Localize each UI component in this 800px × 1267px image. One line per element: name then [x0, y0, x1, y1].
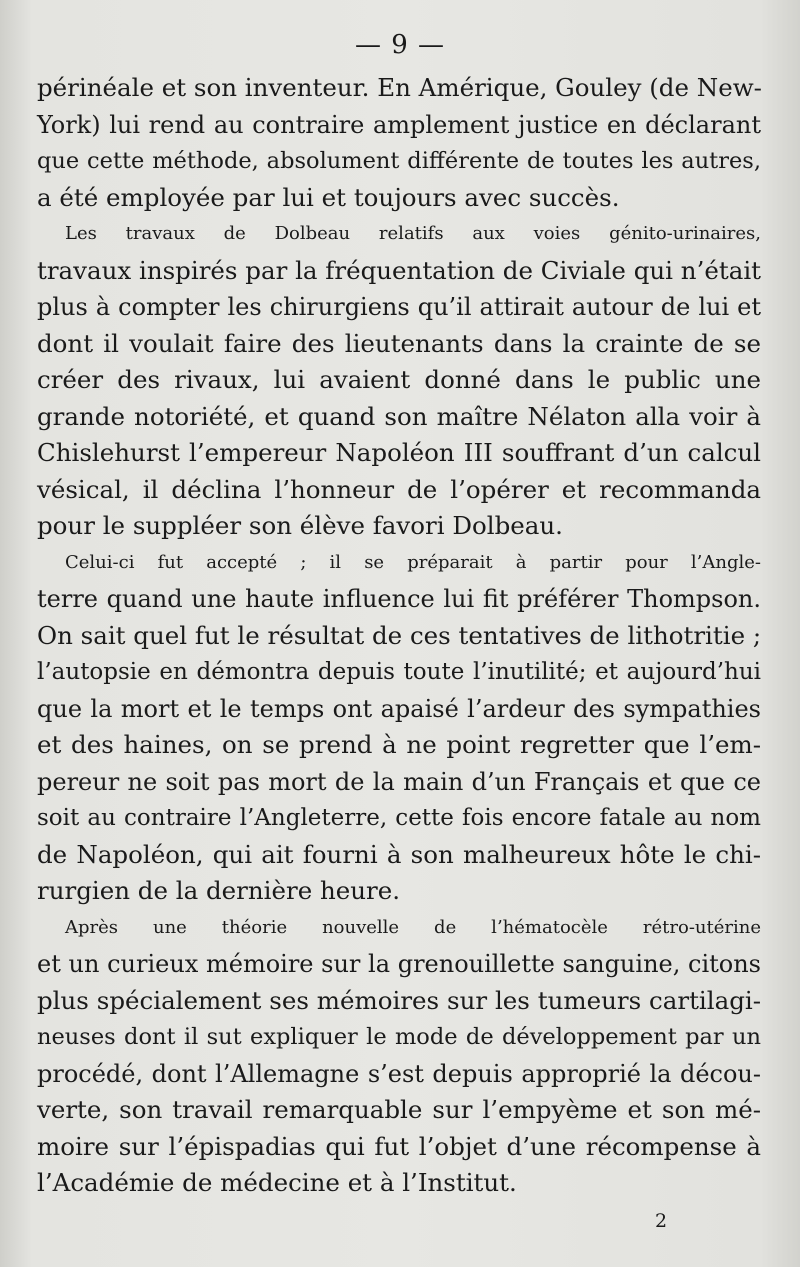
text-line: périnéale et son inventeur. En Amérique, Gouley (de New- — [37, 73, 762, 102]
text-line: York) lui rend au contraire amplement justice en déclarant — [37, 110, 761, 139]
text-line: pour le suppléer son élève favori Dolbeau. — [37, 511, 563, 540]
text-line: et un curieux mémoire sur la grenouillette sanguine, citons — [37, 950, 761, 978]
text-line: travaux inspirés par la fréquentation de Civiale qui n’était — [37, 255, 762, 285]
text-line: rurgien de la dernière heure. — [37, 876, 401, 905]
paragraph — [37, 70, 761, 216]
text-line: verte, son travail remarquable sur l’empyème et son mé- — [37, 1095, 761, 1124]
text-line: a été employée par lui et toujours avec succès. — [37, 182, 620, 212]
text-line: grande notoriété, et quand son maître Nélaton alla voir à — [37, 401, 761, 431]
text-line: que cette méthode, absolument différente de toutes les autres, — [37, 148, 761, 174]
text-line: l’Académie de médecine et à l’Institut. — [37, 1168, 517, 1197]
text-line: terre quand une haute influence lui fit préférer Thompson. — [37, 585, 761, 613]
text-line: Les travaux de Dolbeau relatifs aux voies génito-urinaires, — [65, 223, 761, 244]
text-line: Après une théorie nouvelle de l’hématocèle rétro-utérine — [65, 916, 761, 938]
text-line: créer des rivaux, lui avaient donné dans le public une — [37, 365, 761, 394]
text-line: moire sur l’épispadias qui fut l’objet d’une récompense à — [37, 1131, 761, 1161]
page-number: — 9 — — [354, 30, 446, 60]
text-line: et des haines, on se prend à ne point regretter que l’em- — [37, 730, 761, 759]
text-line: pereur ne soit pas mort de la main d’un Français et que ce — [37, 767, 761, 796]
text-line: neuses dont il sut expliquer le mode de développement par un — [37, 1024, 761, 1050]
paragraph — [37, 910, 761, 1202]
body-text — [37, 70, 761, 1202]
text-line: On sait quel fut le résultat de ces tentatives de lithotritie ; — [37, 620, 762, 650]
text-line: de Napoléon, qui ait fourni à son malheureux hôte le chi- — [37, 839, 761, 869]
text-line: Chislehurst l’empereur Napoléon III souffrant d’un calcul — [37, 438, 761, 467]
text-line: procédé, dont l’Allemagne s’est depuis approprié la décou- — [37, 1059, 761, 1088]
paragraph — [37, 216, 761, 545]
text-line: plus à compter les chirurgiens qu’il attirait autour de lui et — [37, 293, 761, 321]
text-line: dont il voulait faire des lieutenants dans la crainte de se — [37, 328, 761, 358]
text-line: plus spécialement ses mémoires sur les tumeurs cartilagi- — [37, 985, 761, 1015]
text-line: Celui-ci fut accepté ; il se préparait à partir pour l’Angle- — [65, 551, 761, 573]
text-line: que la mort et le temps ont apaisé l’ardeur des sympathies — [37, 694, 761, 723]
signature-mark: 2 — [655, 1210, 668, 1232]
text-line: l’autopsie en démontra depuis toute l’inutilité; et aujourd’hui — [37, 659, 761, 685]
paragraph — [37, 545, 761, 910]
text-line: vésical, il déclina l’honneur de l’opérer et recommanda — [37, 474, 761, 504]
text-line: soit au contraire l’Angleterre, cette fois encore fatale au nom — [37, 805, 761, 831]
